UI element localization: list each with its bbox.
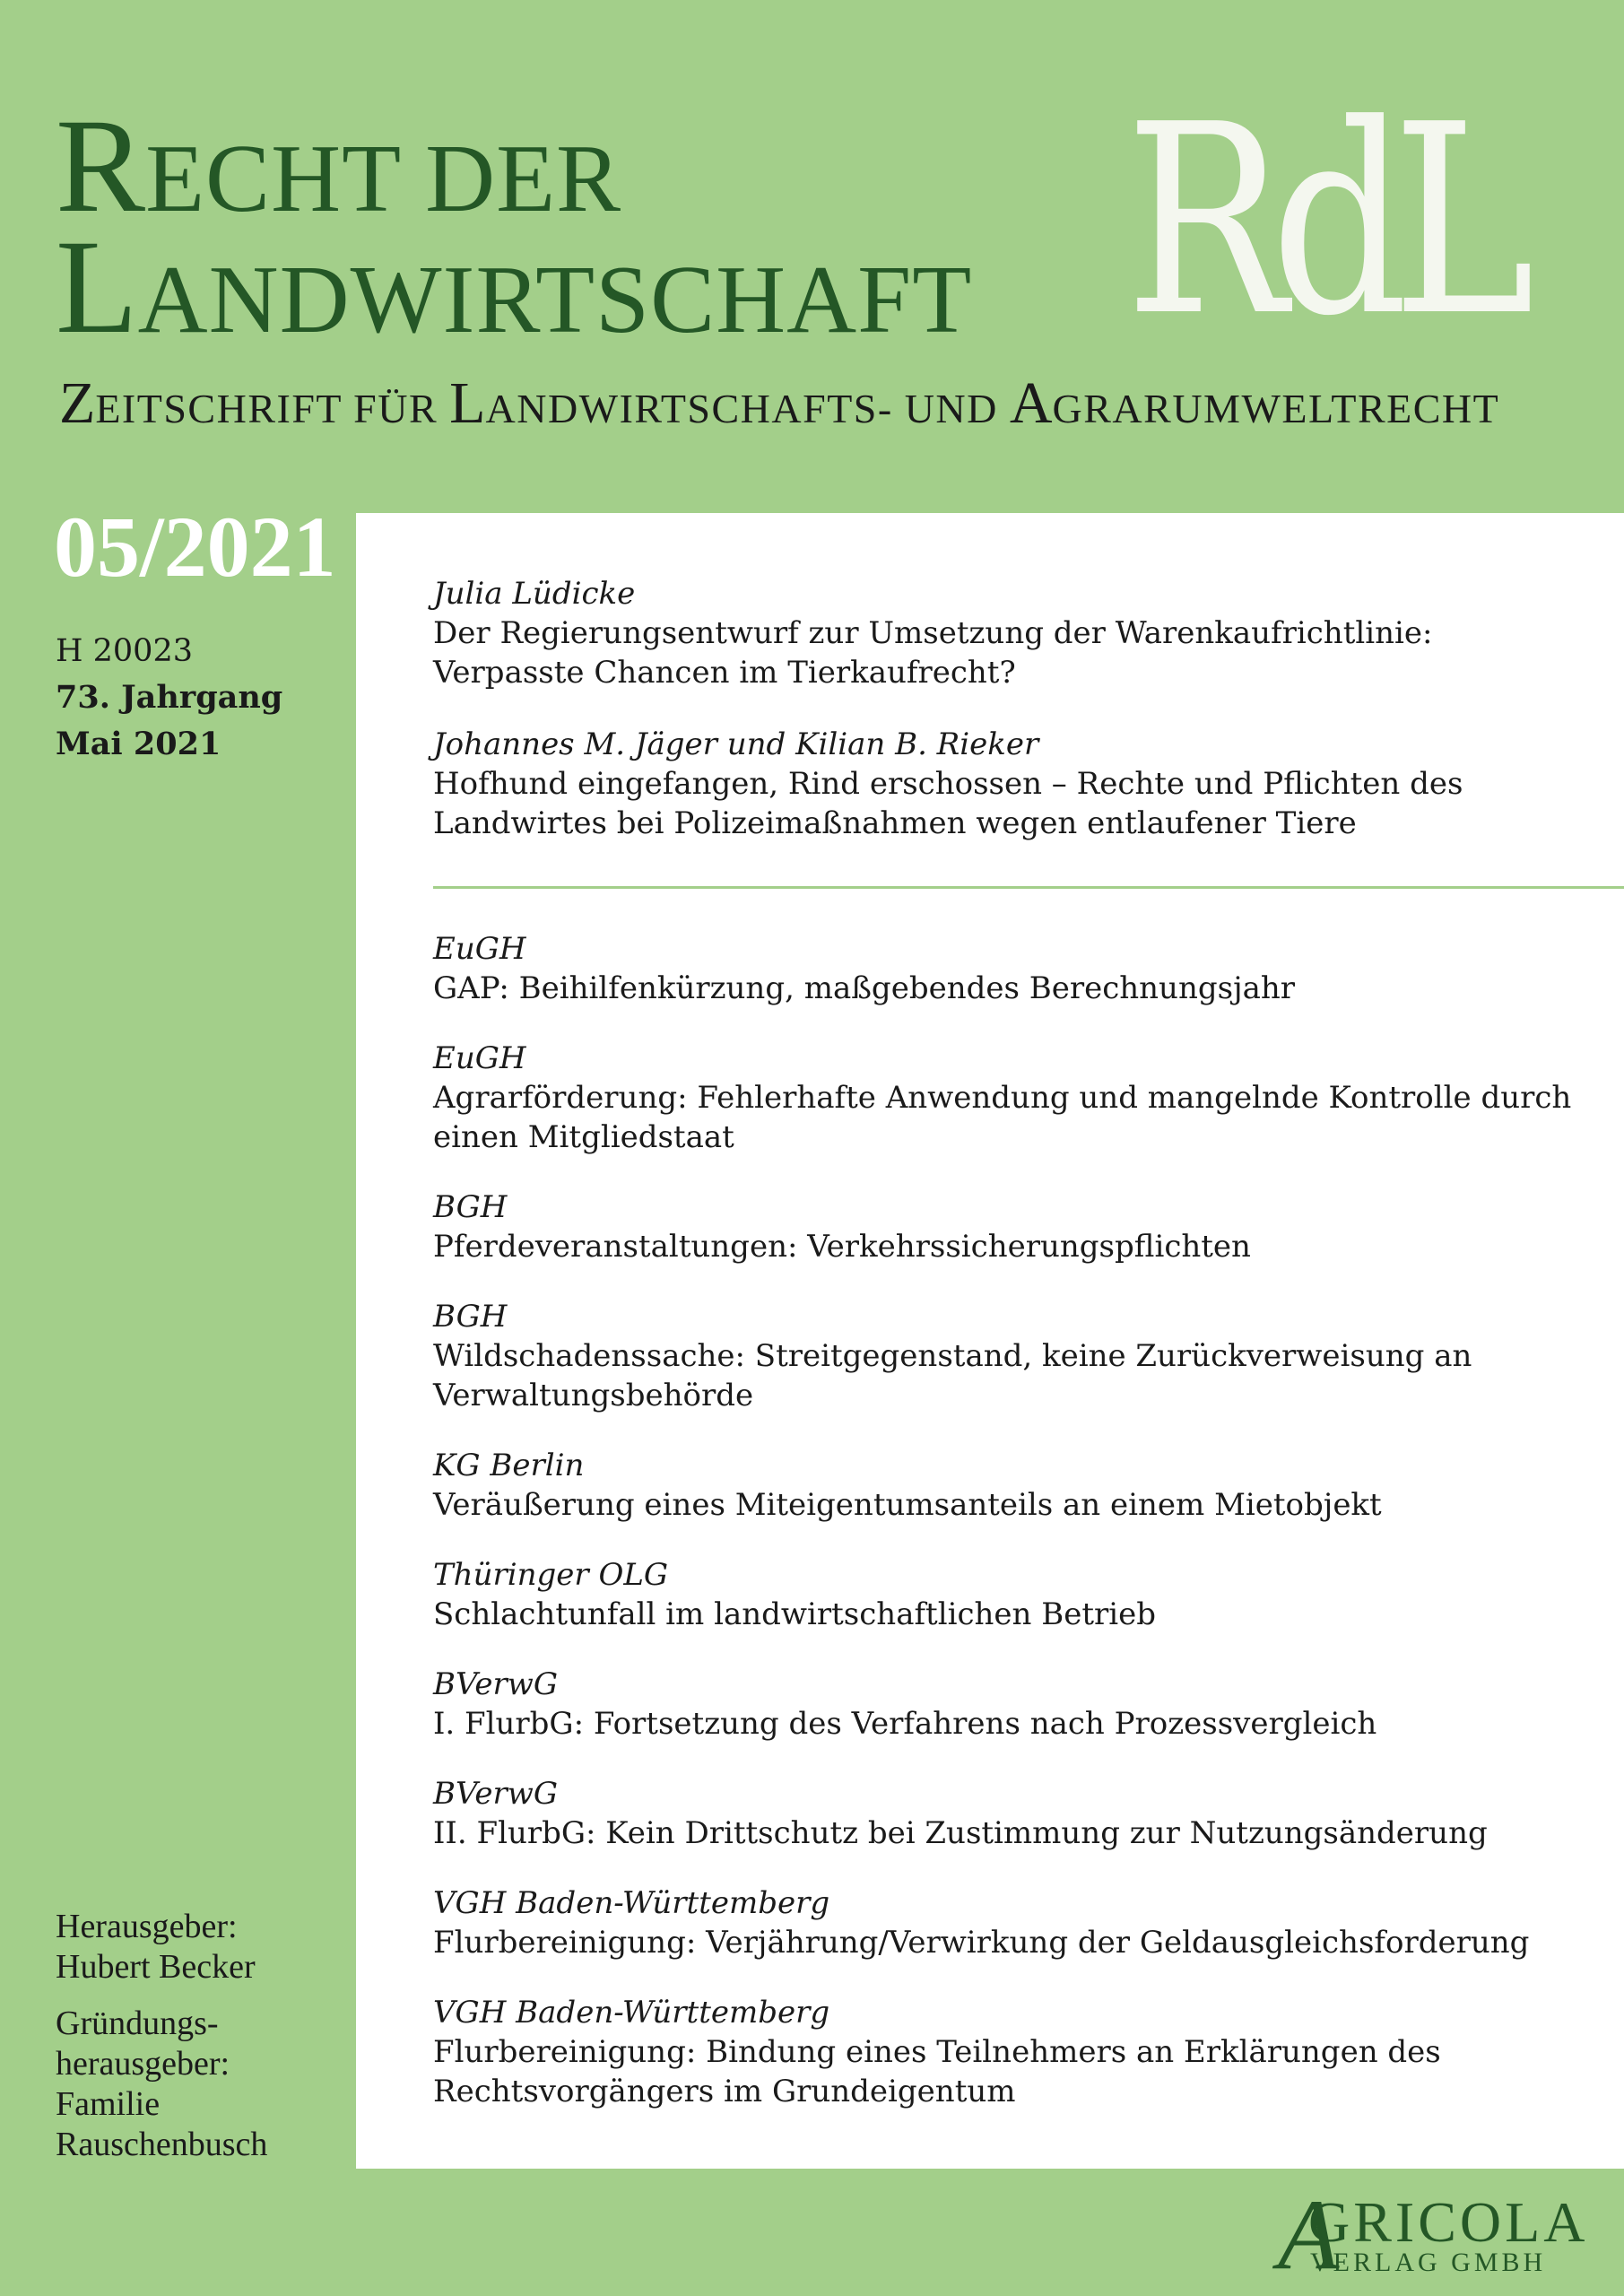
article-title-line: Landwirtes bei Polizeimaßnahmen wegen entlaufener Tiere (433, 805, 1357, 841)
issue-info (56, 628, 282, 768)
article-entry (433, 574, 1599, 692)
decision-title-line: I. FlurbG: Fortsetzung des Verfahrens nach Prozessvergleich (433, 1706, 1377, 1742)
journal-title-line-1: RECHT DER (56, 91, 622, 240)
article-author: Julia Lüdicke (433, 576, 636, 612)
decision-title-line: einen Mitgliedstaat (433, 1119, 734, 1155)
journal-subtitle: ZEITSCHRIFT FÜR LANDWIRTSCHAFTS- UND AGRARUMWELTRECHT (59, 370, 1500, 436)
decision-title-line: Wildschadenssache: Streitgegenstand, keine Zurückverweisung an (433, 1338, 1472, 1374)
decision-title-line: II. FlurbG: Kein Drittschutz bei Zustimmung zur Nutzungsänderung (433, 1815, 1488, 1851)
journal-title-line-2: LANDWIRTSCHAFT (56, 213, 973, 361)
decision-title-line: Pferdeveranstaltungen: Verkehrssicherungspflichten (433, 1229, 1251, 1265)
decision-title-line: Flurbereinigung: Bindung eines Teilnehmers an Erklärungen des (433, 2034, 1441, 2070)
journal-logo-rdl: RdL (1125, 68, 1519, 373)
article-entry (433, 725, 1599, 843)
publisher-name: GRICOLA (1308, 2190, 1589, 2254)
decision-entry (433, 1665, 1599, 1744)
decision-court: BVerwG (433, 1776, 559, 1812)
decision-court: BGH (433, 1189, 508, 1225)
decision-title-line: Agrarförderung: Fehlerhafte Anwendung und mangelnde Kontrolle durch (433, 1080, 1572, 1116)
decision-entry (433, 1297, 1599, 1415)
article-author: Johannes M. Jäger und Kilian B. Rieker (433, 726, 1039, 762)
article-title-line: Hofhund eingefangen, Rind erschossen – Rechte und Pflichten des (433, 766, 1463, 802)
decision-court: Thüringer OLG (433, 1557, 669, 1593)
decision-court: EuGH (433, 1040, 526, 1076)
decision-title-line: Schlachtunfall im landwirtschaftlichen Betrieb (433, 1596, 1157, 1632)
decision-court: EuGH (433, 931, 526, 967)
decision-title-line: Veräußerung eines Miteigentumsanteils an einem Mietobjekt (433, 1487, 1382, 1523)
decision-entry (433, 1883, 1599, 1962)
decision-court: BGH (433, 1299, 508, 1335)
article-title-line: Verpasste Chancen im Tierkaufrecht? (433, 655, 1016, 691)
section-divider (433, 886, 1624, 889)
table-of-contents (356, 513, 1624, 2169)
decision-entry (433, 929, 1599, 1008)
editor-label: Herausgeber: (56, 1908, 238, 1945)
founding-editor-name-2: Rauschenbusch (56, 2126, 268, 2163)
decision-entry (433, 1039, 1599, 1157)
founding-editor-name-1: Familie (56, 2085, 161, 2123)
decision-court: KG Berlin (433, 1448, 585, 1483)
decision-entry (433, 1993, 1599, 2111)
decision-court: VGH Baden-Württemberg (433, 1995, 830, 2031)
founding-editor-label-1: Gründungs- (56, 2005, 219, 2042)
article-title-line: Der Regierungsentwurf zur Umsetzung der Warenkaufrichtlinie: (433, 615, 1433, 651)
decision-entry (433, 1555, 1599, 1634)
decision-entry (433, 1446, 1599, 1525)
issue-code: H 20023 (56, 633, 193, 669)
founding-editor-label-2: herausgeber: (56, 2045, 230, 2083)
decision-title-line: Flurbereinigung: Verjährung/Verwirkung der Geldausgleichsforderung (433, 1925, 1530, 1961)
publisher-mark-icon: A (1278, 2179, 1340, 2291)
editor-name: Hubert Becker (56, 1948, 256, 1986)
decision-title-line: GAP: Beihilfenkürzung, maßgebendes Berechnungsjahr (433, 970, 1296, 1006)
publisher-subtitle: VERLAG GMBH (1310, 2248, 1547, 2277)
issue-number: 05/2021 (54, 499, 336, 595)
decision-court: VGH Baden-Württemberg (433, 1885, 830, 1921)
editors-block (56, 1907, 267, 2165)
decision-entry (433, 1187, 1599, 1266)
decision-court: BVerwG (433, 1666, 559, 1702)
issue-month: Mai 2021 (56, 726, 221, 762)
decision-title-line: Verwaltungsbehörde (433, 1378, 754, 1413)
issue-volume: 73. Jahrgang (56, 679, 283, 716)
decision-title-line: Rechtsvorgängers im Grundeigentum (433, 2074, 1016, 2109)
decision-entry (433, 1774, 1599, 1853)
